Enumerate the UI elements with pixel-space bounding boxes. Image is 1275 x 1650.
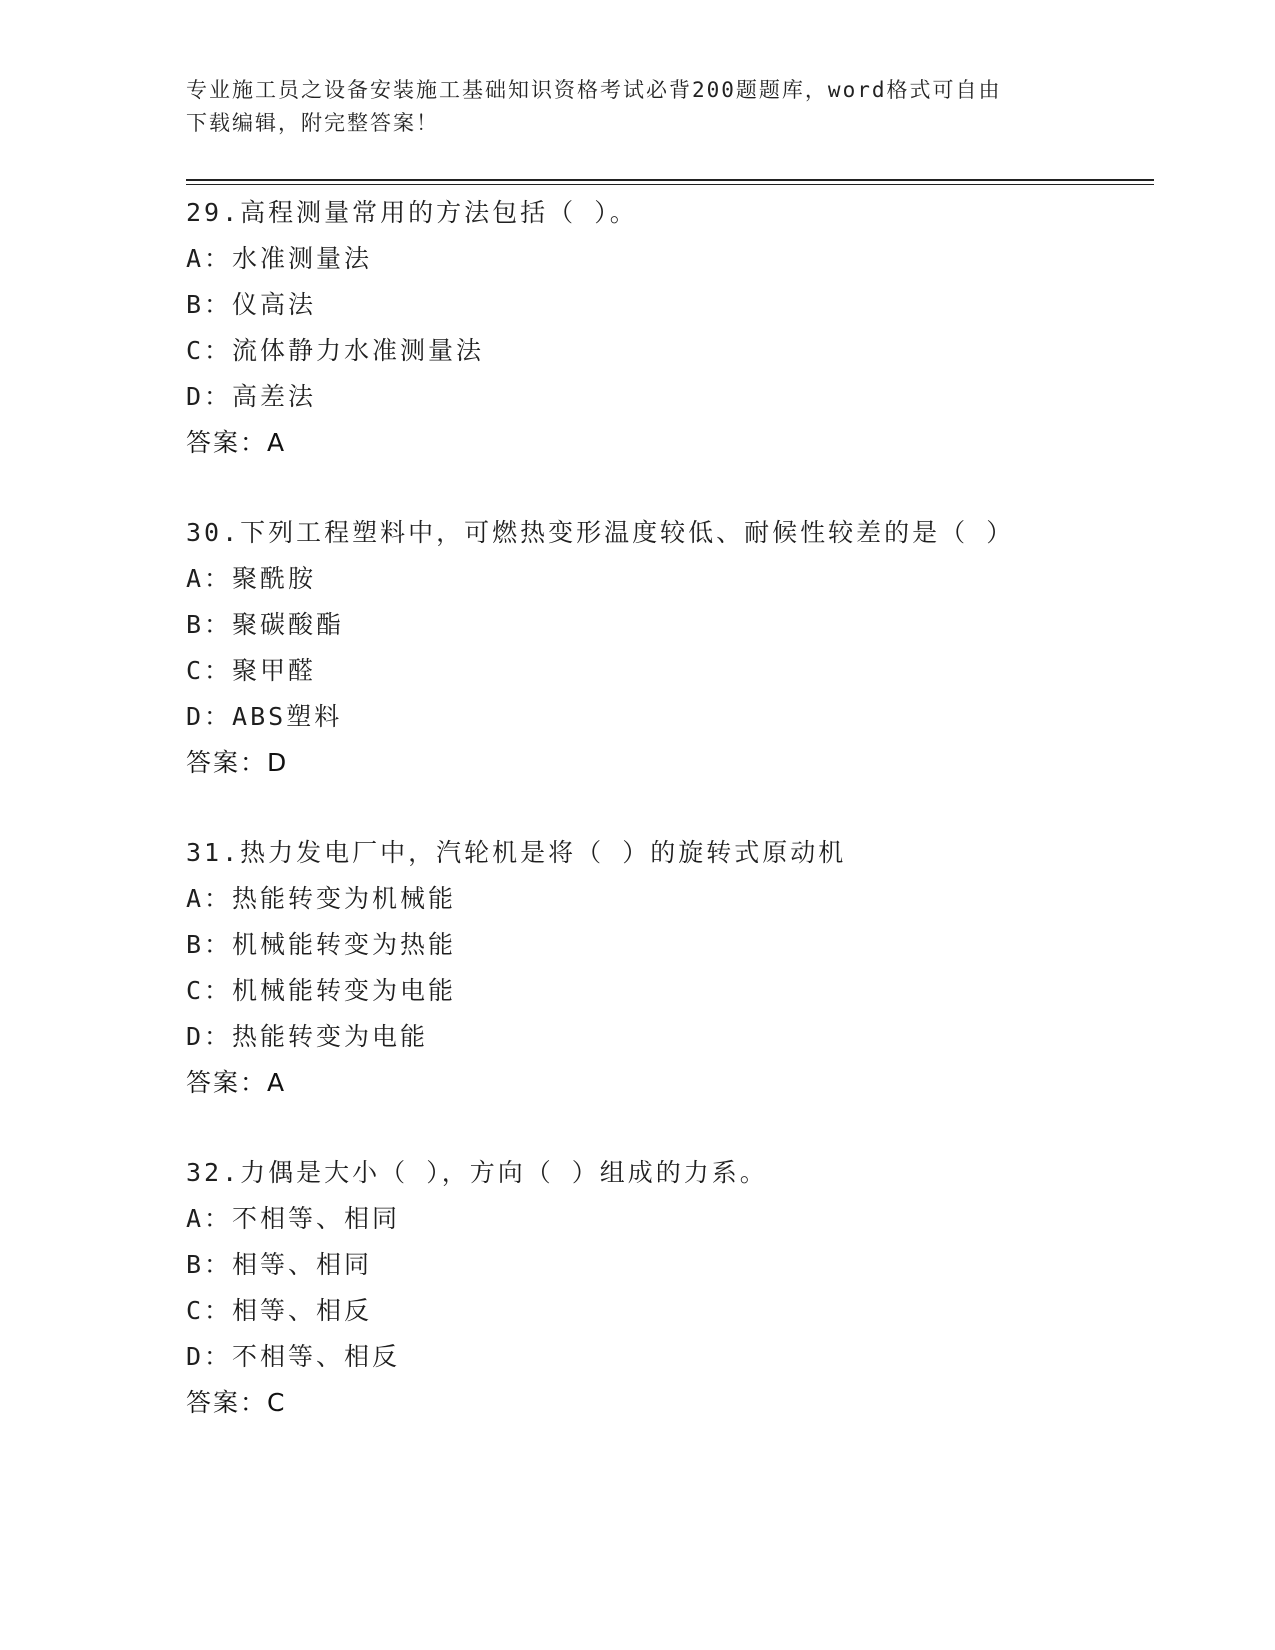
answer-value: A — [267, 1068, 287, 1097]
question-stem: 31.热力发电厂中，汽轮机是将（ ）的旋转式原动机 — [186, 838, 847, 867]
answer-label: 答案： — [186, 1068, 268, 1097]
option-b: B：相等、相同 — [186, 1250, 373, 1279]
document-header — [186, 74, 1066, 140]
question-29 — [186, 190, 1146, 510]
option-d: D：高差法 — [186, 382, 317, 411]
option-c: C：聚甲醛 — [186, 656, 317, 685]
option-c: C：流体静力水准测量法 — [186, 336, 485, 365]
question-list — [186, 190, 1146, 1470]
option-a: A：不相等、相同 — [186, 1204, 401, 1233]
question-31 — [186, 830, 1146, 1150]
question-32 — [186, 1150, 1146, 1470]
option-d: D：ABS塑料 — [186, 702, 343, 731]
answer-value: D — [267, 748, 289, 777]
option-b: B：聚碳酸酯 — [186, 610, 345, 639]
answer-line — [186, 420, 1146, 466]
header-divider-thin — [186, 184, 1154, 185]
option-a: A：水准测量法 — [186, 244, 373, 273]
answer-line — [186, 740, 1146, 786]
option-c: C：相等、相反 — [186, 1296, 373, 1325]
option-a: A：聚酰胺 — [186, 564, 317, 593]
answer-label: 答案： — [186, 748, 268, 777]
answer-value: C — [267, 1388, 287, 1417]
header-line-1: 专业施工员之设备安装施工基础知识资格考试必背200题题库，word格式可自由 — [186, 78, 1002, 102]
question-stem: 30.下列工程塑料中，可燃热变形温度较低、耐候性较差的是（ ） — [186, 518, 1015, 547]
option-a: A：热能转变为机械能 — [186, 884, 457, 913]
question-stem: 32.力偶是大小（ ），方向（ ）组成的力系。 — [186, 1158, 768, 1187]
option-d: D：不相等、相反 — [186, 1342, 401, 1371]
header-divider-thick — [186, 179, 1154, 181]
question-stem: 29.高程测量常用的方法包括（ ）。 — [186, 198, 638, 227]
header-line-2: 下载编辑，附完整答案！ — [186, 111, 439, 135]
option-c: C：机械能转变为电能 — [186, 976, 457, 1005]
answer-label: 答案： — [186, 1388, 268, 1417]
answer-label: 答案： — [186, 428, 268, 457]
option-b: B：仪高法 — [186, 290, 317, 319]
answer-value: A — [267, 428, 287, 457]
option-b: B：机械能转变为热能 — [186, 930, 457, 959]
question-30 — [186, 510, 1146, 830]
answer-line — [186, 1060, 1146, 1106]
option-d: D：热能转变为电能 — [186, 1022, 429, 1051]
answer-line — [186, 1380, 1146, 1426]
